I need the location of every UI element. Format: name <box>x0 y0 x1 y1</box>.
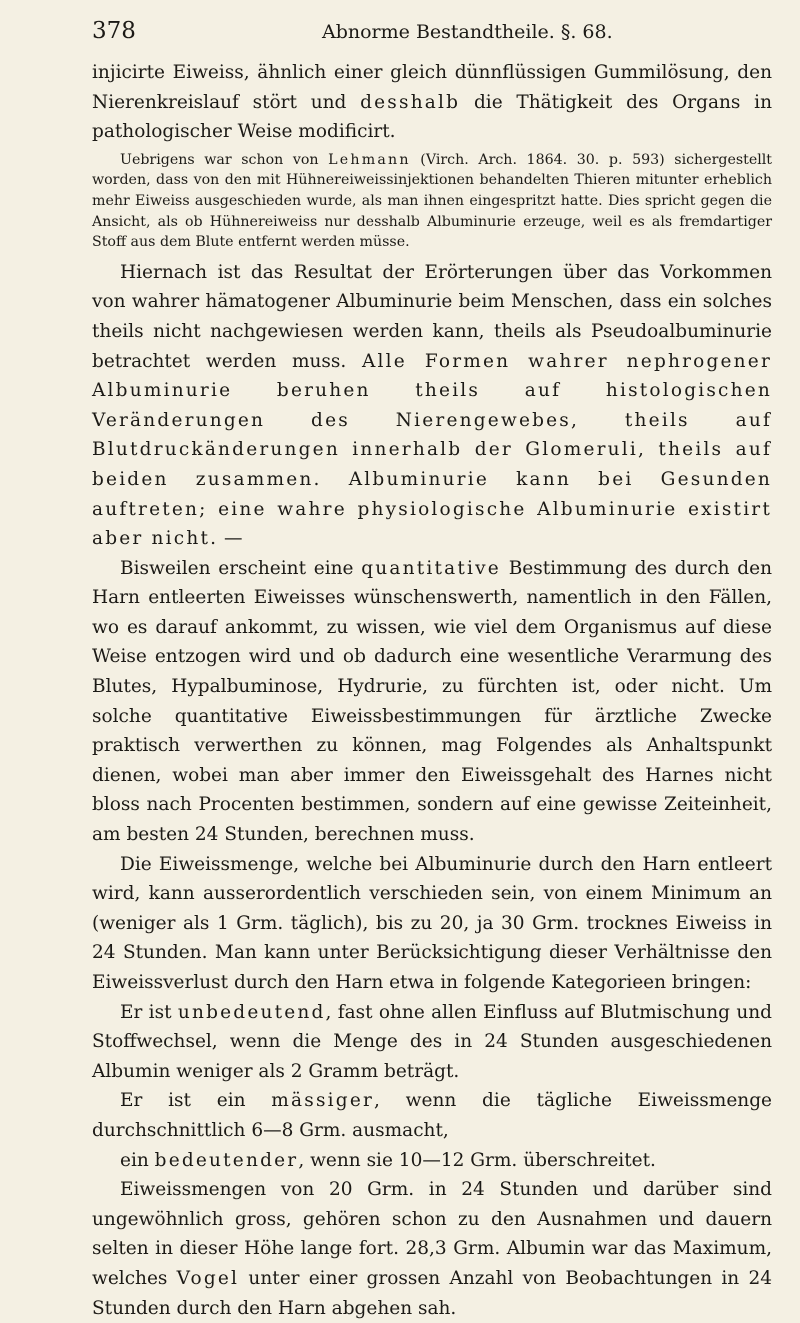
text: , fast ohne allen Einfluss auf Blutmischung und Stoffwechsel, wenn die Menge des in 24 Stunden ausgeschiedenen Albumin weniger als 2 Gramm beträgt. <box>92 1001 772 1082</box>
text: , wenn die tägliche Eiweissmenge durchschnittlich 6—8 Grm. ausmacht, <box>92 1090 772 1141</box>
text: Hiernach ist das Resultat der Erörterungen über das Vorkommen von wahrer hämatogener Albuminurie beim Menschen, dass ein solches theils nicht nachgewiesen werden kann, theils als Pseudoalbuminurie betrachtet werden muss. <box>92 261 772 372</box>
text: Uebrigens war schon von <box>120 151 329 168</box>
small-print-note <box>92 150 772 253</box>
text: — <box>218 528 243 550</box>
paragraph-8 <box>92 1175 772 1323</box>
text: die Thätigkeit des Organs in pathologischer Weise modificirt. <box>92 91 772 143</box>
paragraph-2 <box>92 258 772 554</box>
running-title: Abnorme Bestandtheile. §. 68. <box>322 21 613 43</box>
spaced-text: mässiger <box>271 1090 375 1112</box>
paragraph-7 <box>92 1146 772 1176</box>
text: Bisweilen erscheint eine <box>120 557 362 579</box>
page-header <box>92 18 772 58</box>
author-name: Vogel <box>176 1267 240 1289</box>
spaced-text: Alle Formen wahrer nephrogener Albuminurie beruhen theils auf histologischen Veränderungen des Nierengewebes, theils auf Blutdruckänderungen innerhalb der Glomeruli, theils auf beiden zusammen. Albuminurie kann bei Gesunden auftreten; eine wahre physiologische Albuminurie existirt aber nicht. <box>92 350 772 550</box>
text: Bestimmung des durch den Harn entleerten Eiweisses wünschenswerth, namentlich in den Fällen, wo es darauf ankommt, zu wissen, wie viel dem Organismus auf diese Weise entzogen wird und ob dadurch eine wesentliche Verarmung des Blutes, Hypalbuminose, Hydrurie, zu fürchten ist, oder nicht. Um solche quantitative Eiweissbestimmungen für ärztliche Zwecke praktisch verwerthen zu können, mag Folgendes als Anhaltspunkt dienen, wobei man aber immer den Eiweissgehalt des Harnes nicht bloss nach Procenten bestimmen, sondern auf eine gewisse Zeiteinheit, am besten 24 Stunden, berechnen muss. <box>92 557 772 846</box>
paragraph-5 <box>92 998 772 1087</box>
spaced-text: unbedeutend <box>177 1001 326 1023</box>
text: Er ist ein <box>120 1090 272 1112</box>
paragraph-4: Die Eiweissmenge, welche bei Albuminurie durch den Harn entleert wird, kann ausserordentlich verschieden sein, von einem Minimum an (weniger als 1 Grm. täglich), bis zu 20, ja 30 Grm. trocknes Eiweiss in 24 Stunden. Man kann unter Berücksichtigung dieser Verhältnisse den Eiweissverlust durch den Harn etwa in folgende Kategorieen bringen: <box>92 853 772 993</box>
spaced-text: quantitative <box>361 557 501 579</box>
spaced-text: desshalb <box>360 91 461 113</box>
page-number: 378 <box>92 18 136 44</box>
text: (Virch. Arch. 1864. 30. p. 593) sichergestellt worden, dass von den mit Hühnereiweissinjektionen behandelten Thieren mitunter erheblich mehr Eiweiss ausgeschieden wurde, als man ihnen eingespritzt hatte. Dies spricht gegen die Ansicht, als ob Hühnereiweiss nur desshalb Albuminurie erzeuge, weil es als fremdartiger Stoff aus dem Blute entfernt werden müsse. <box>92 151 773 251</box>
text: Er ist <box>120 1001 178 1023</box>
text: ein <box>120 1149 155 1171</box>
text: Eiweissmengen von 20 Grm. in 24 Stunden und darüber sind ungewöhnlich gross, gehören schon zu den Ausnahmen und dauern selten in dieser Höhe lange fort. 28,3 Grm. Albumin war das Maximum, welches <box>92 1179 772 1289</box>
spaced-text: bedeutender <box>154 1149 299 1171</box>
text: unter einer grossen Anzahl von Beobachtungen in 24 Stunden durch den Harn abgehen sah. <box>92 1267 772 1319</box>
book-page <box>92 18 772 1323</box>
text: injicirte Eiweiss, ähnlich einer gleich dünnflüssigen Gummilösung, den Nierenkreislauf stört und <box>92 62 772 113</box>
paragraph-1 <box>92 58 772 147</box>
paragraph-3 <box>92 554 772 850</box>
paragraph-6 <box>92 1086 772 1145</box>
author-name: Lehmann <box>328 151 411 168</box>
text: , wenn sie 10—12 Grm. überschreitet. <box>298 1149 656 1171</box>
